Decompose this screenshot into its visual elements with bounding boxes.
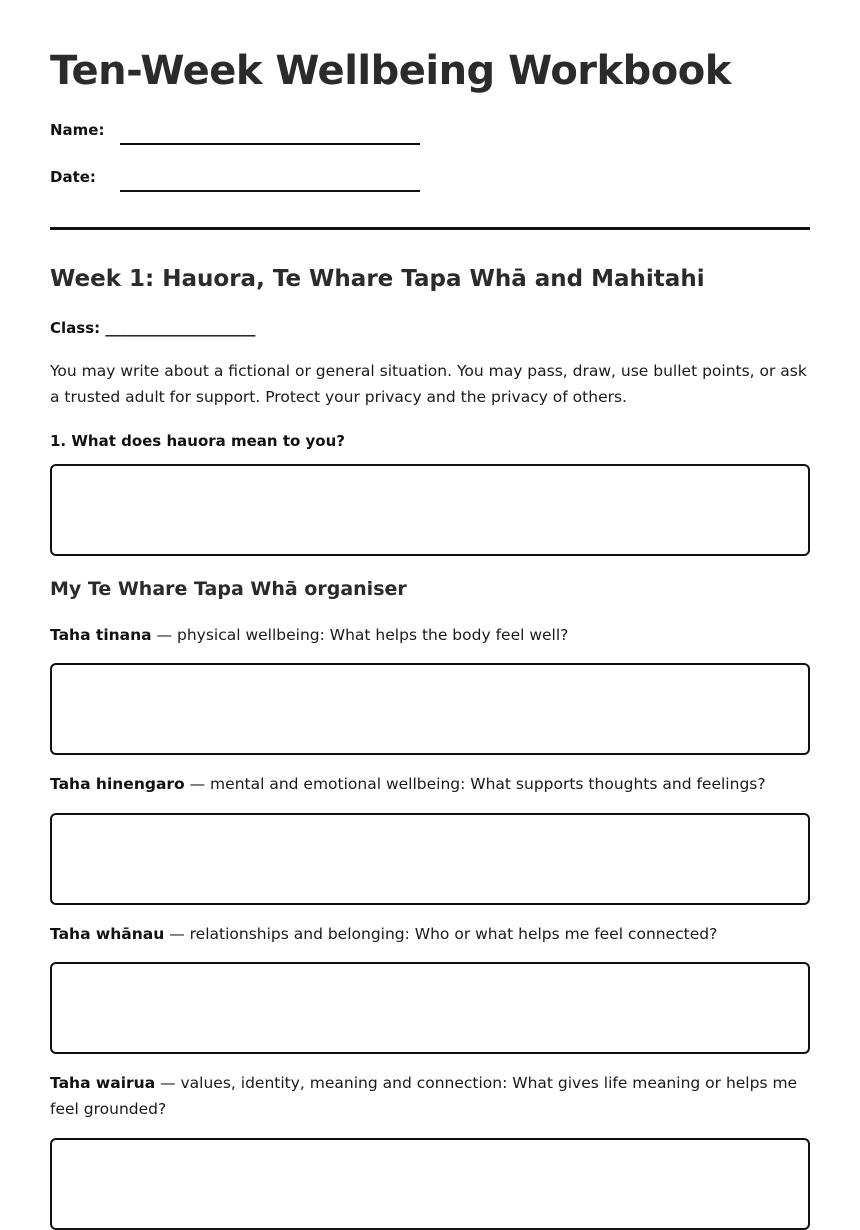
name-label: Name:: [50, 121, 105, 139]
page-title: Ten-Week Wellbeing Workbook: [50, 48, 731, 94]
name-field[interactable]: [120, 143, 420, 145]
date-field-row: [50, 168, 430, 198]
organiser-heading: My Te Whare Tapa Whā organiser: [50, 578, 407, 600]
intro-text: You may write about a fictional or general situation. You may pass, draw, use bullet points, or ask a trusted adult for support. Protect your privacy and the privacy of others.: [50, 362, 807, 406]
week-1-heading: Week 1: Hauora, Te Whare Tapa Whā and Mahitahi: [50, 266, 705, 292]
date-label: Date:: [50, 168, 96, 186]
taha-hinengaro-term: Taha hinengaro: [50, 775, 185, 793]
taha-wairua-description: — values, identity, meaning and connection: What gives life meaning or helps me feel grounded?: [50, 1074, 798, 1118]
taha-tinana-description: — physical wellbeing: What helps the body feel well?: [151, 626, 569, 644]
taha-wairua-answer-box[interactable]: [50, 1138, 810, 1230]
taha-tinana-answer-box[interactable]: [50, 663, 810, 755]
date-field[interactable]: [120, 190, 420, 192]
taha-wairua-term: Taha wairua: [50, 1074, 156, 1092]
name-field-row: [50, 121, 430, 151]
taha-tinana-term: Taha tinana: [50, 626, 152, 644]
taha-wairua-prompt: [50, 1070, 810, 1122]
taha-hinengaro-description: — mental and emotional wellbeing: What supports thoughts and feelings?: [184, 775, 766, 793]
taha-whanau-prompt: [50, 921, 810, 947]
section-divider: [50, 227, 810, 230]
taha-hinengaro-prompt: [50, 771, 810, 797]
taha-whanau-answer-box[interactable]: [50, 962, 810, 1054]
taha-hinengaro-answer-box[interactable]: [50, 813, 810, 905]
question-1-answer-box[interactable]: [50, 464, 810, 556]
question-1: 1. What does hauora mean to you?: [50, 432, 345, 450]
taha-tinana-prompt: [50, 622, 810, 648]
class-field[interactable]: Class: ____________________: [50, 319, 256, 337]
taha-whanau-description: — relationships and belonging: Who or what helps me feel connected?: [164, 925, 718, 943]
taha-whanau-term: Taha whānau: [50, 925, 165, 943]
